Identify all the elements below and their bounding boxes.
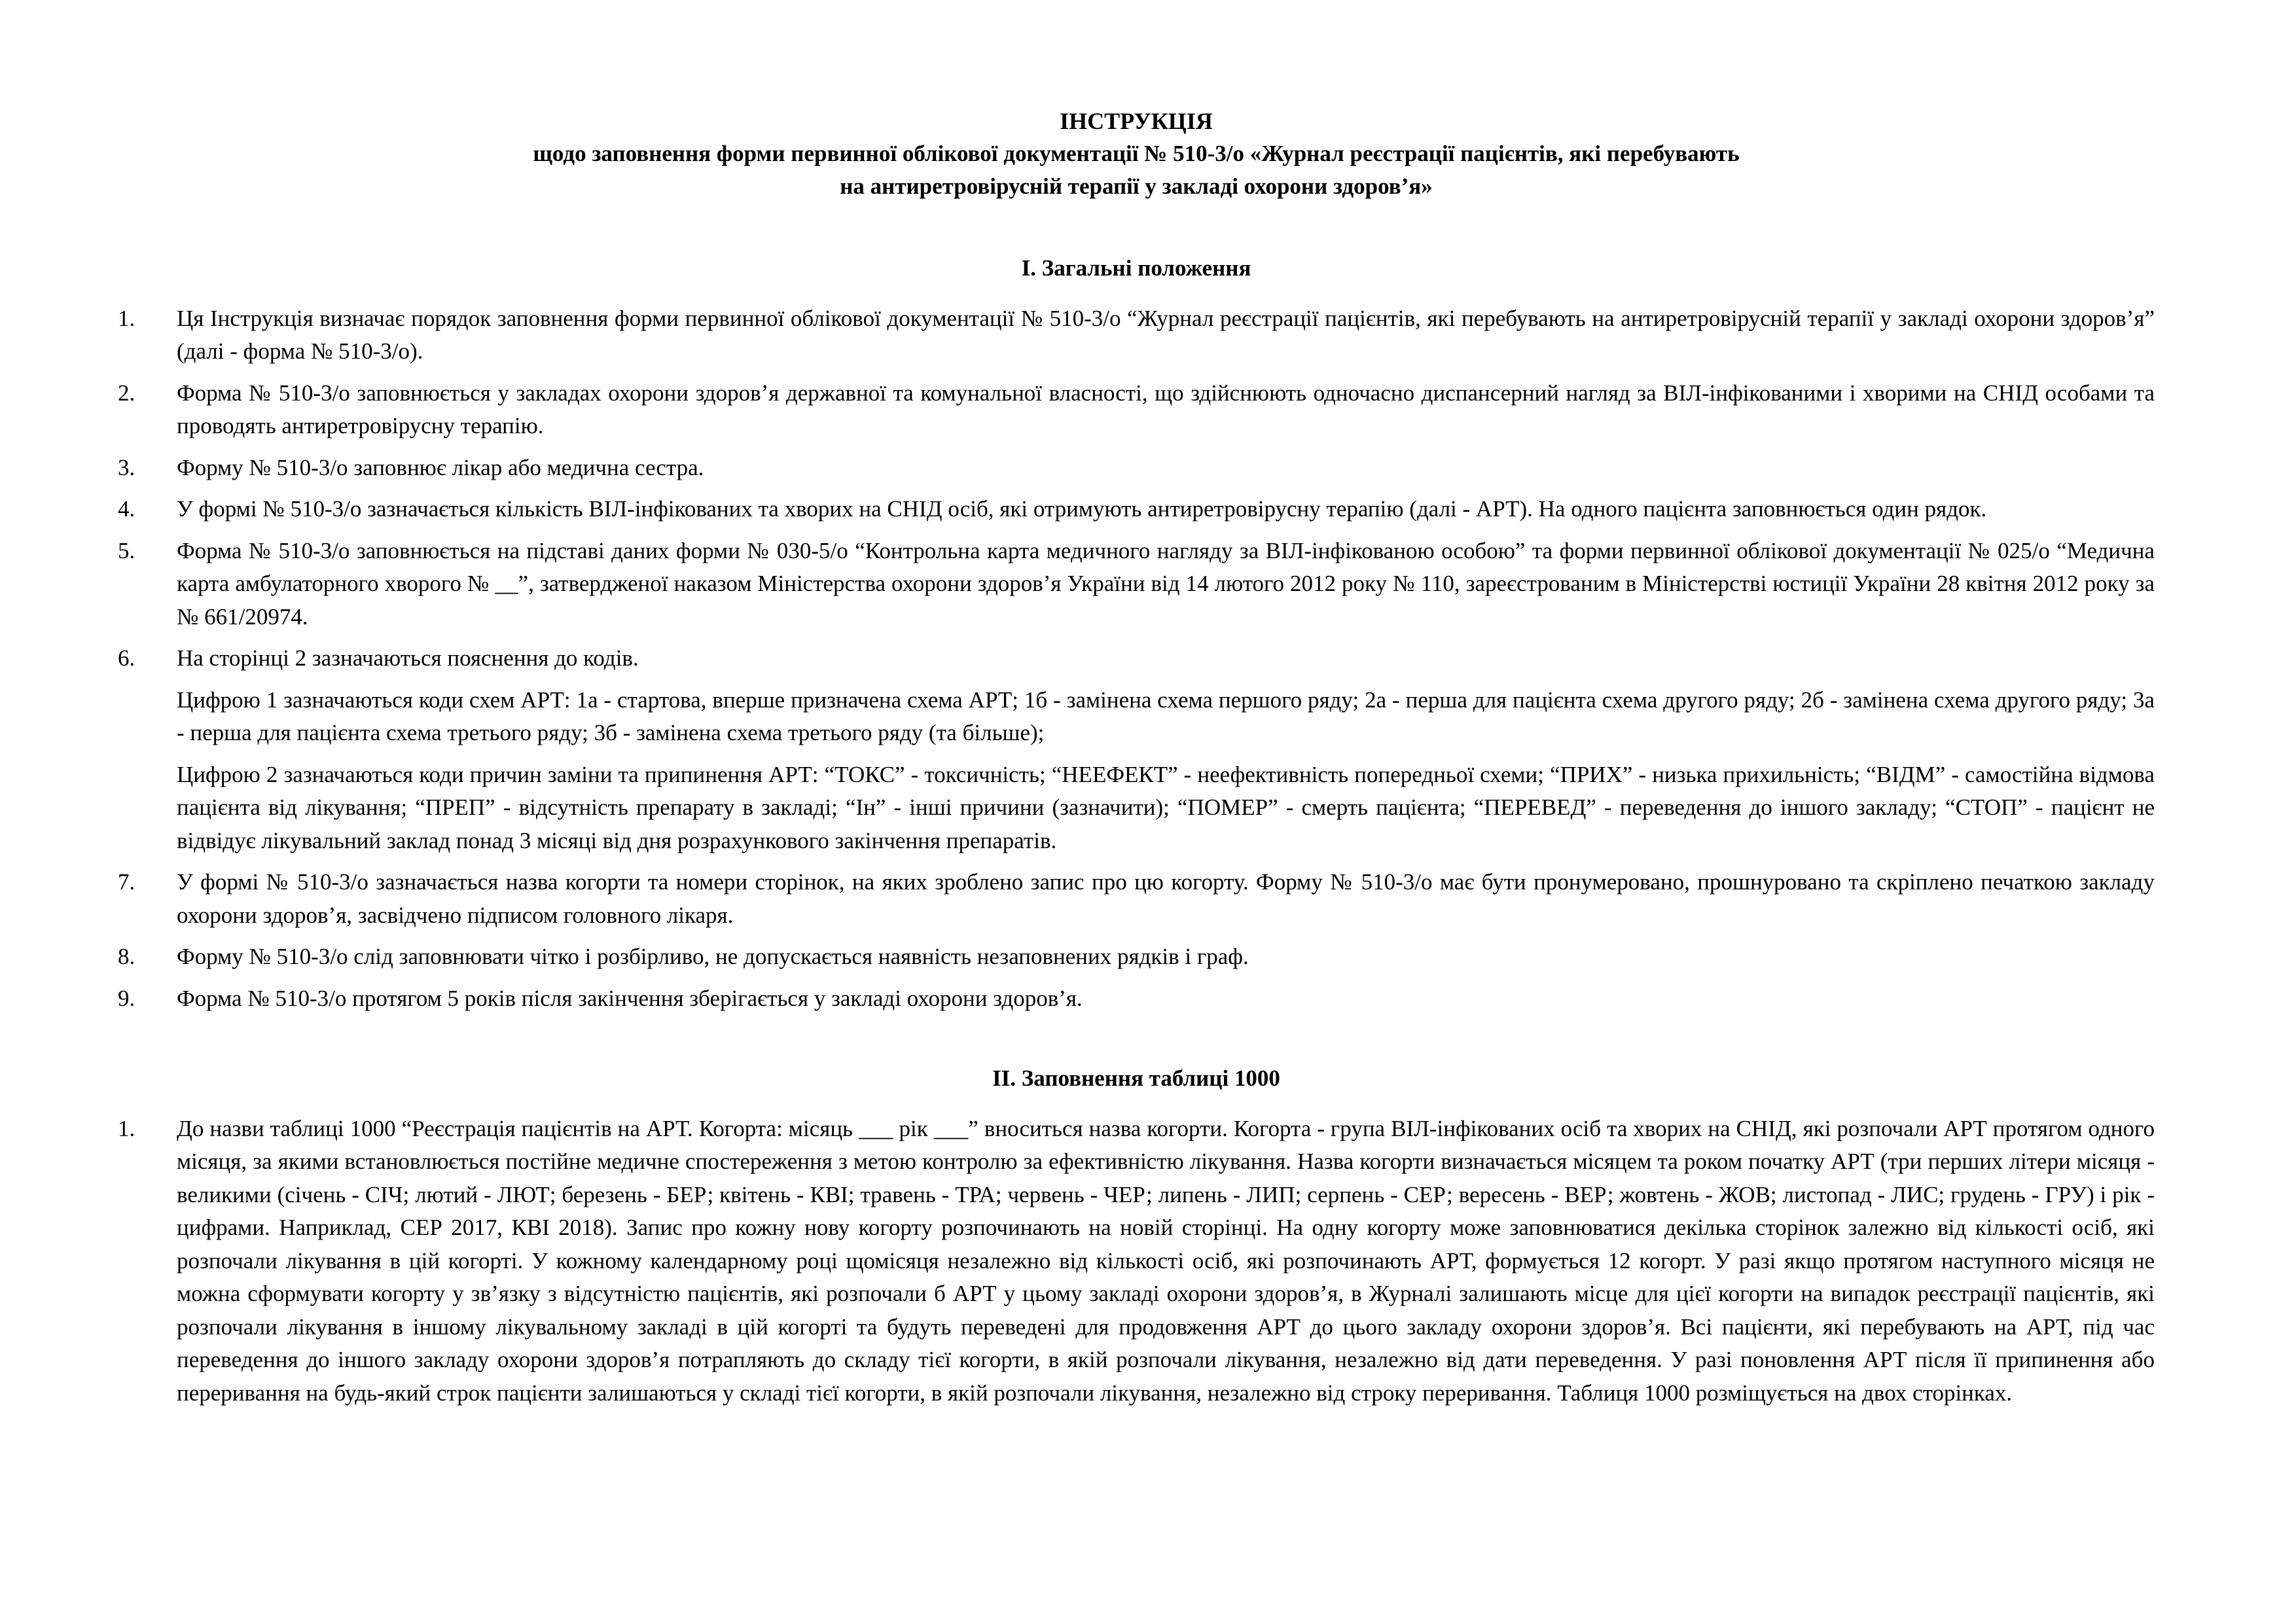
- list-item: [118, 377, 2155, 443]
- document-subtitle-line2: на антиретровірусній терапії у закладі охорони здоров’я»: [840, 173, 1433, 199]
- item-text: Форму № 510-3/о заповнює лікар або медична сестра.: [177, 454, 704, 480]
- list-item: [118, 866, 2155, 932]
- item-text: Ця Інструкція визначає порядок заповнення форми первинної облікової документації № 510-3/о “Журнал реєстрації пацієнтів, які перебувають на антиретровірусній терапії у закладі охорони здоров’я” (далі - форма № 510-3/о).: [177, 305, 2155, 364]
- item-number: 1.: [118, 1115, 135, 1141]
- section-2-heading: ІІ. Заповнення таблиці 1000: [992, 1065, 1280, 1091]
- list-item: [118, 642, 2155, 675]
- item-number: 2.: [118, 380, 135, 406]
- item-text: Форма № 510-3/о заповнюється на підставі даних форми № 030-5/о “Контрольна карта медичного нагляду за ВІЛ-інфікованою особою” та форми первинної облікової документації № 025/о “Медична карта амбулаторного хворого № __”, затвердженої наказом Міністерства охорони здоров’я України від 14 лютого 2012 року № 110, зареєстрованим в Міністерстві юстиції України 28 квітня 2012 року за № 661/20974.: [177, 537, 2155, 630]
- item-number: 7.: [118, 869, 135, 895]
- list-item: [118, 493, 2155, 526]
- item-number: 1.: [118, 305, 135, 331]
- item-number: 4.: [118, 496, 135, 522]
- document-subtitle-line1: щодо заповнення форми первинної облікової документації № 510-3/о «Журнал реєстрації пацієнтів, які перебувають: [533, 141, 1740, 166]
- list-item: [118, 452, 2155, 485]
- art-scheme-codes-paragraph: Цифрою 1 зазначаються коди схем АРТ: 1а - стартова, вперше призначена схема АРТ; 1б - замінена схема першого ряду; 2а - перша для пацієнта схема другого ряду; 2б - замінена схема другого ряду; 3а - перша для пацієнта схема третього ряду; 3б - замінена схема третього ряду (та більше);: [177, 687, 2155, 745]
- instruction-document: [118, 105, 2155, 1418]
- item-text: Форма № 510-3/о протягом 5 років після закінчення зберігається у закладі охорони здоров’я.: [177, 985, 1083, 1011]
- item-number: 6.: [118, 645, 135, 671]
- list-item: [118, 982, 2155, 1016]
- item-text: На сторінці 2 зазначаються пояснення до кодів.: [177, 645, 639, 671]
- art-stop-codes-paragraph: Цифрою 2 зазначаються коди причин заміни та припинення АРТ: “ТОКС” - токсичність; “НЕЕФЕКТ” - неефективність попередньої схеми; “ПРИХ” - низька прихильність; “ВІДМ” - самостійна відмова пацієнта від лікування; “ПРЕП” - відсутність препарату в закладі; “Ін” - інші причини (зазначити); “ПОМЕР” - смерть пацієнта; “ПЕРЕВЕД” - переведення до іншого закладу; “СТОП” - пацієнт не відвідує лікувальний заклад понад 3 місяці від дня розрахункового закінчення препаратів.: [177, 761, 2155, 853]
- item-text: До назви таблиці 1000 “Реєстрація пацієнтів на АРТ. Когорта: місяць ___ рік ___” вноситься назва когорти. Когорта - група ВІЛ-інфікованих осіб та хворих на СНІД, які розпочали АРТ протягом одного місяця, за якими встановлюється постійне медичне спостереження з метою контролю за ефективністю лікування. Назва когорти визначається місяцем та роком початку АРТ (три перших літери місяця - великими (січень - СІЧ; лютий - ЛЮТ; березень - БЕР; квітень - КВІ; травень - ТРА; червень - ЧЕР; липень - ЛИП; серпень - СЕР; вересень - ВЕР; жовтень - ЖОВ; листопад - ЛИС; грудень - ГРУ) і рік - цифрами. Наприклад, СЕР 2017, КВІ 2018). Запис про кожну нову когорту розпочинають на новій сторінці. На одну когорту може заповнюватися декілька сторінок залежно від кількості осіб, які розпочали лікування в цій когорті. У кожному календарному році щомісяця незалежно від кількості осіб, які розпочинають АРТ, формується 12 когорт. У разі якщо протягом наступного місяця не можна сформувати когорту у зв’язку з відсутністю пацієнтів, які розпочали б АРТ у цьому закладі охорони здоров’я, в Журналі залишають місце для цієї когорти на випадок реєстрації пацієнтів, які розпочали лікування в іншому лікувальному закладі в цій когорті та будуть переведені для продовження АРТ до цього закладу охорони здоров’я. Всі пацієнти, які перебувають на АРТ, під час переведення до іншого закладу охорони здоров’я потрапляють до складу тієї когорти, в якій розпочали лікування, незалежно від дати переведення. У разі поновлення АРТ після її припинення або переривання на будь-який строк пацієнти залишаються у складі тієї когорти, в якій розпочали лікування, незалежно від строку переривання. Таблиця 1000 розміщується на двох сторінках.: [177, 1115, 2155, 1406]
- item-number: 3.: [118, 454, 135, 480]
- item-number: 5.: [118, 537, 135, 563]
- item-text: У формі № 510-3/о зазначається кількість ВІЛ-інфікованих та хворих на СНІД осіб, які отримують антиретровірусну терапію (далі - АРТ). На одного пацієнта заповнюється один рядок.: [177, 496, 1987, 522]
- item-number: 8.: [118, 944, 135, 969]
- list-item: [118, 535, 2155, 634]
- list-item: [118, 1113, 2155, 1410]
- item-text: У формі № 510-3/о зазначається назва когорти та номери сторінок, на яких зроблено запис про цю когорту. Форму № 510-3/о має бути пронумеровано, прошнуровано та скріплено печаткою закладу охорони здоров’я, засвідчено підписом головного лікаря.: [177, 869, 2155, 928]
- section-1-heading: І. Загальні положення: [1021, 255, 1251, 281]
- document-title: ІНСТРУКЦІЯ: [1060, 108, 1213, 134]
- list-item: [118, 302, 2155, 368]
- item-number: 9.: [118, 985, 135, 1011]
- list-item: [118, 940, 2155, 974]
- item-text: Форму № 510-3/о слід заповнювати чітко і розбірливо, не допускається наявність незаповнених рядків і граф.: [177, 944, 1249, 969]
- item-text: Форма № 510-3/о заповнюється у закладах охорони здоров’я державної та комунальної власності, що здійснюють одночасно диспансерний нагляд за ВІЛ-інфікованими і хворими на СНІД особами та проводять антиретровірусну терапію.: [177, 380, 2155, 438]
